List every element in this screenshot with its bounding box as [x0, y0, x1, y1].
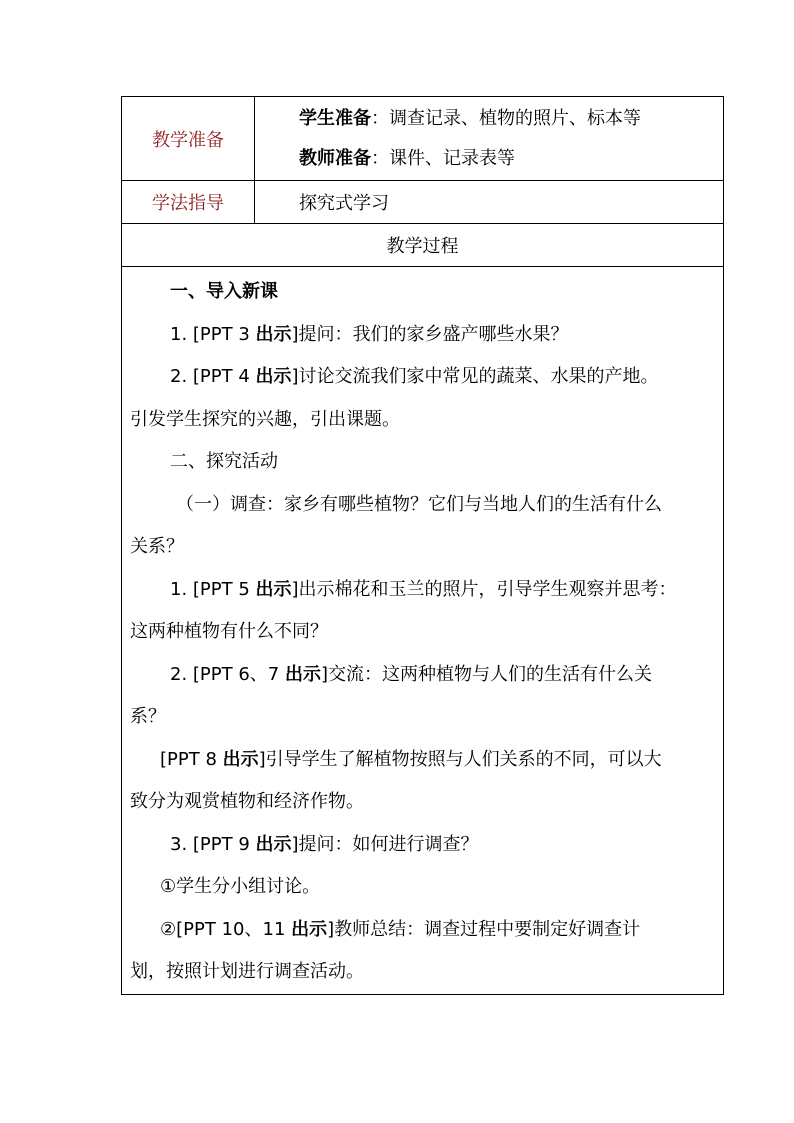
prep-label: 教学准备	[122, 97, 255, 181]
teacher-prep-heading: 教师准备	[299, 147, 371, 169]
step-2-3	[130, 739, 717, 782]
step-1-1-ref: 1. [PPT 3	[170, 323, 256, 345]
section-2-title: 二、探究活动	[170, 451, 278, 472]
student-prep-text: ：调查记录、植物的照片、标本等	[371, 107, 641, 129]
subsection-1-question-cont: 关系？	[130, 536, 184, 557]
step-2-4-a: ①学生分小组讨论。	[160, 876, 321, 897]
step-2-1-show: 出示	[255, 578, 292, 600]
step-1-2	[130, 356, 717, 399]
method-value: 探究式学习	[255, 181, 724, 224]
step-2-1-text: ]出示棉花和玉兰的照片，引导学生观察并思考：	[291, 578, 677, 600]
teacher-prep-line	[299, 139, 723, 179]
subsection-1-question: （一）调查：家乡有哪些植物？它们与当地人们的生活有什么	[176, 493, 662, 515]
teacher-prep-text: ：课件、记录表等	[371, 147, 515, 169]
prep-content	[255, 97, 724, 181]
step-2-4-text: ]提问：如何进行调查？	[291, 833, 479, 855]
step-2-4-b-continuation: 划，按照计划进行调查活动。	[130, 961, 364, 982]
step-2-2-show: 出示	[284, 663, 321, 685]
step-2-1-continuation: 这两种植物有什么不同？	[130, 621, 328, 642]
step-1-2-ref: 2. [PPT 4	[170, 366, 256, 387]
step-2-2-continuation: 系？	[130, 706, 166, 727]
step-2-4-ref: 3. [PPT 9	[170, 833, 256, 855]
lesson-plan-table	[121, 96, 724, 995]
student-prep-line	[299, 99, 723, 139]
step-2-2-text: ]交流：这两种植物与人们的生活有什么关	[320, 663, 653, 685]
step-2-1-ref: 1. [PPT 5	[170, 578, 256, 600]
step-2-3-text: ]引导学生了解植物按照与人们关系的不同，可以大	[258, 748, 662, 770]
student-prep-heading: 学生准备	[299, 107, 371, 129]
process-heading: 教学过程	[122, 224, 724, 267]
step-1-2-continuation: 引发学生探究的兴趣，引出课题。	[130, 408, 400, 430]
method-row	[122, 181, 724, 224]
step-2-2-ref: 2. [PPT 6、7	[170, 663, 285, 685]
step-2-4-b-ref: ②[PPT 10、11	[160, 918, 292, 940]
section-1-title: 一、导入新课	[170, 281, 278, 302]
step-1-2-show: 出示	[255, 366, 292, 387]
prep-row	[122, 97, 724, 181]
step-2-2	[130, 654, 717, 697]
step-2-3-ref: [PPT 8	[160, 748, 223, 770]
step-2-4-b	[130, 909, 717, 952]
step-1-1	[130, 314, 717, 357]
process-body-row	[122, 267, 724, 995]
step-2-4-b-text: ]教师总结：调查过程中要制定好调查计	[327, 918, 641, 940]
step-2-4	[130, 824, 717, 867]
process-heading-row	[122, 224, 724, 267]
step-2-1	[130, 569, 717, 612]
step-2-4-b-show: 出示	[291, 918, 328, 940]
step-1-2-text: ]讨论交流我们家中常见的蔬菜、水果的产地。	[291, 366, 659, 387]
step-1-1-show: 出示	[255, 323, 292, 345]
step-2-3-continuation: 致分为观赏植物和经济作物。	[130, 791, 364, 812]
process-body	[122, 267, 724, 995]
method-label: 学法指导	[122, 181, 255, 224]
step-2-3-show: 出示	[222, 748, 259, 770]
step-2-4-show: 出示	[255, 833, 292, 855]
step-1-1-text: ]提问：我们的家乡盛产哪些水果？	[291, 323, 569, 345]
